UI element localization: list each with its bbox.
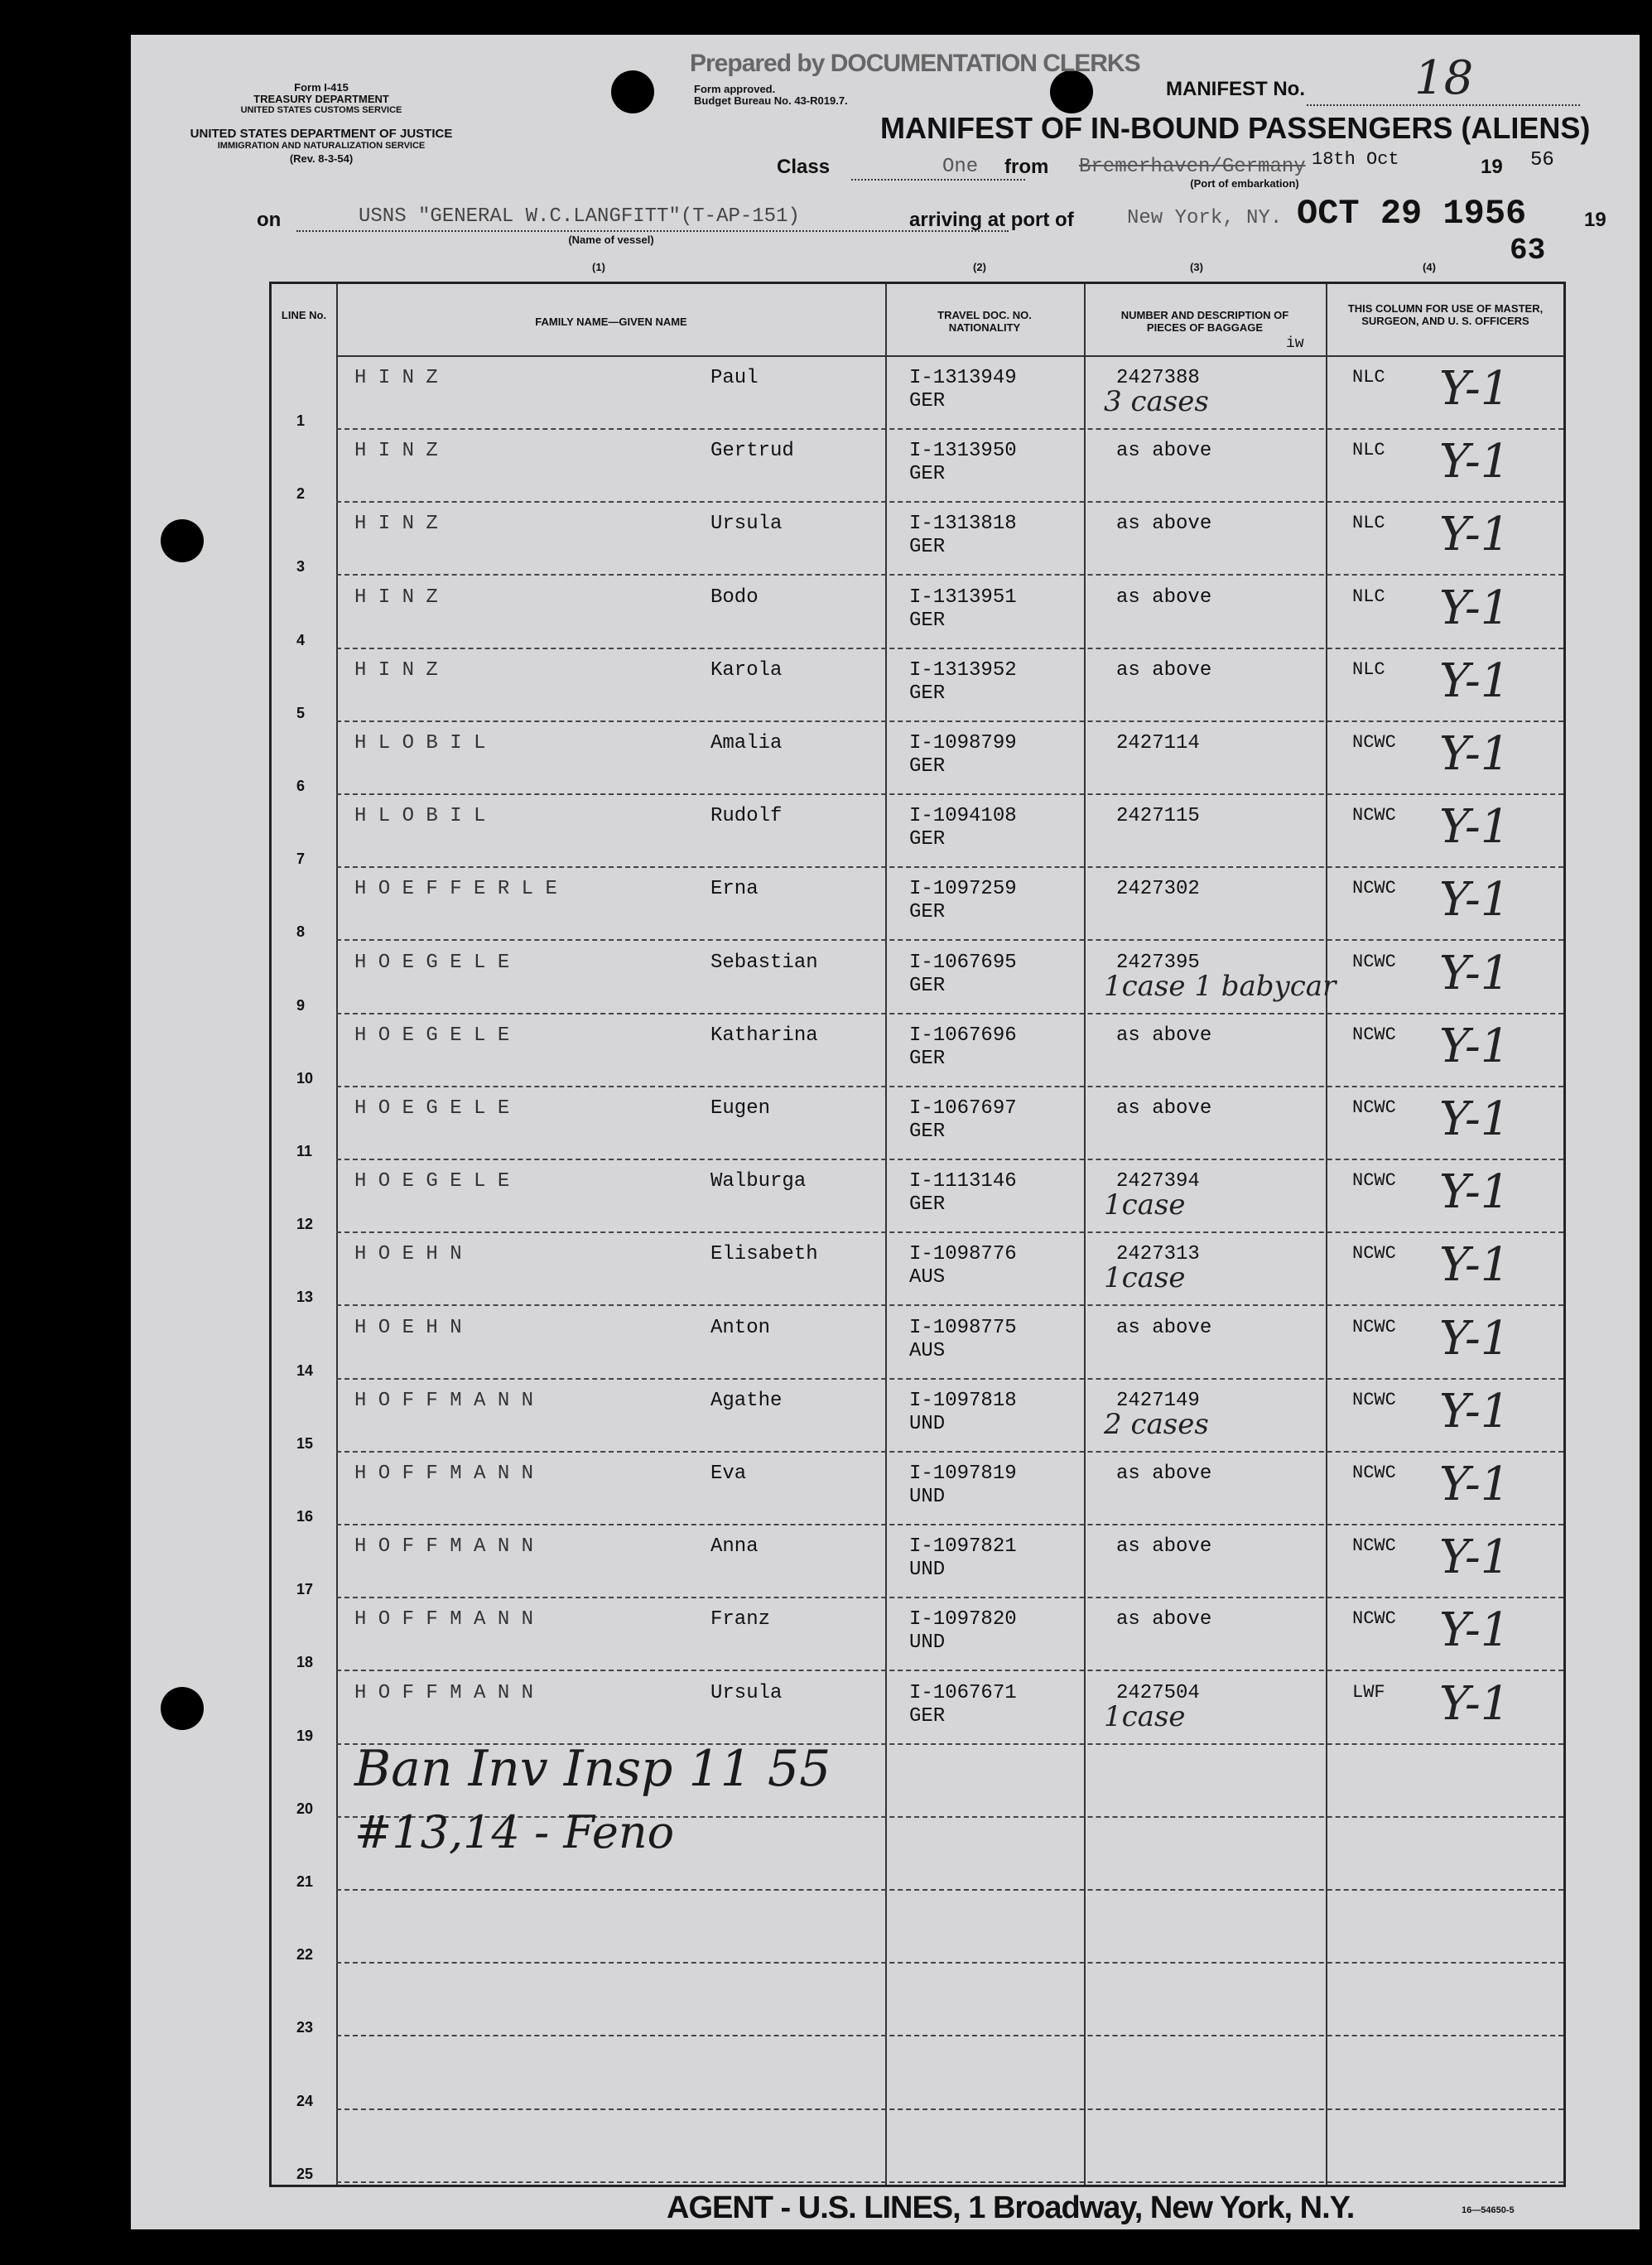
baggage-value: 2427149	[1116, 1389, 1200, 1412]
baggage-value: 2427114	[1116, 732, 1200, 754]
travel-doc-no: I-1097259	[909, 878, 1017, 901]
form-approved: Form approved.	[694, 83, 776, 95]
table-row	[272, 1233, 1563, 1306]
given-name: Katharina	[710, 1024, 818, 1047]
officer-mark: Y-1	[1439, 1384, 1510, 1439]
given-name: Walburga	[710, 1170, 807, 1193]
family-name: H O E G E L E	[354, 951, 510, 974]
travel-doc-no: I-1098776	[909, 1243, 1017, 1266]
budget-bureau: Budget Bureau No. 43-R019.7.	[694, 94, 848, 107]
nationality: GER	[909, 974, 946, 997]
nationality: UND	[909, 1412, 946, 1435]
line-number: 16	[296, 1508, 314, 1525]
baggage-value: as above	[1116, 1316, 1212, 1339]
nationality: GER	[909, 536, 946, 559]
family-name: H O E H N	[354, 1243, 462, 1266]
officer-mark: Y-1	[1439, 1603, 1510, 1658]
baggage-value: 2427302	[1116, 878, 1200, 901]
travel-doc-no: I-1113146	[909, 1170, 1017, 1193]
family-name: H O F F M A N N	[354, 1681, 534, 1704]
line-number: 12	[296, 1216, 314, 1233]
line-number: 10	[296, 1069, 314, 1087]
baggage-value: 2427395	[1116, 951, 1200, 974]
punch-hole-top	[611, 70, 654, 113]
vessel-name: USNS "GENERAL W.C.LANGFITT"(T-AP-151)	[359, 205, 800, 228]
officer-mark: Y-1	[1439, 581, 1510, 635]
manifest-no-underline	[1307, 104, 1580, 106]
given-name: Elisabeth	[710, 1243, 818, 1266]
nationality: UND	[909, 1631, 946, 1655]
baggage-value: 2427394	[1116, 1170, 1200, 1193]
officer-mark: Y-1	[1439, 1165, 1510, 1220]
col-header-name: FAMILY NAME—GIVEN NAME	[535, 316, 687, 328]
travel-doc-no: I-1313951	[909, 586, 1017, 609]
nationality: GER	[909, 901, 946, 924]
officer-mark: Y-1	[1439, 1458, 1510, 1511]
table-row	[272, 868, 1563, 941]
passenger-table	[269, 282, 1566, 2187]
dept-treasury: TREASURY DEPARTMENT	[253, 93, 389, 105]
nationality: GER	[909, 463, 946, 486]
table-row	[272, 942, 1563, 1014]
officer-mark: Y-1	[1439, 1019, 1510, 1073]
line-number: 2	[296, 485, 306, 503]
sponsor-agency: NCWC	[1352, 1097, 1396, 1118]
given-name: Paul	[710, 367, 759, 389]
line-number: 15	[296, 1434, 314, 1452]
family-name: H L O B I L	[354, 732, 486, 754]
table-row	[272, 795, 1563, 868]
dept-justice: UNITED STATES DEPARTMENT OF JUSTICE	[190, 127, 453, 141]
row-rule	[336, 2181, 1563, 2183]
line-number: 6	[296, 778, 306, 794]
given-name: Karola	[710, 658, 783, 682]
travel-doc-no: I-1098799	[909, 732, 1017, 754]
travel-doc-no: I-1067696	[909, 1024, 1017, 1047]
nationality: GER	[909, 682, 946, 705]
given-name: Eugen	[710, 1097, 771, 1120]
travel-doc-no: I-1097819	[909, 1463, 1017, 1485]
travel-doc-no: I-1094108	[909, 805, 1017, 828]
arrival-port: New York, NY.	[1127, 207, 1283, 229]
given-name: Gertrud	[710, 440, 794, 463]
family-name: H O E G E L E	[354, 1170, 510, 1193]
sponsor-agency: NCWC	[1352, 805, 1396, 826]
baggage-value: as above	[1116, 1608, 1212, 1631]
vessel-caption: (Name of vessel)	[568, 234, 654, 246]
family-name: H O F F M A N N	[354, 1389, 534, 1412]
table-row	[272, 722, 1563, 795]
sponsor-agency: NLC	[1352, 367, 1385, 388]
sponsor-agency: NLC	[1352, 586, 1385, 607]
on-label: on	[257, 209, 282, 231]
baggage-value: as above	[1116, 586, 1212, 609]
sheet-number: 63	[1510, 234, 1546, 267]
given-name: Bodo	[710, 586, 759, 609]
travel-doc-no: I-1067671	[909, 1681, 1017, 1704]
line-number: 7	[296, 851, 306, 868]
family-name: H O E G E L E	[354, 1097, 510, 1120]
officer-mark: Y-1	[1439, 1530, 1510, 1585]
handwritten-note: #13,14 - Feno	[354, 1806, 675, 1858]
given-name: Ursula	[710, 1681, 783, 1704]
nationality: AUS	[909, 1339, 946, 1362]
officer-mark: Y-1	[1439, 727, 1510, 781]
table-row	[272, 1525, 1563, 1598]
prepared-by-stamp: Prepared by DOCUMENTATION CLERKS	[690, 50, 1140, 77]
col-header-officers: THIS COLUMN FOR USE OF MASTER, SURGEON, AND U. S. OFFICERS	[1347, 302, 1544, 327]
nationality: UND	[909, 1486, 946, 1508]
year-value: 56	[1530, 149, 1554, 171]
nationality: GER	[909, 1193, 946, 1217]
baggage-value: as above	[1116, 1535, 1212, 1559]
year-prefix: 19	[1481, 156, 1503, 178]
given-name: Amalia	[710, 732, 783, 754]
port-embarkation: Bremerhaven/Germany	[1079, 156, 1306, 178]
officer-mark: Y-1	[1439, 946, 1510, 1000]
sponsor-agency: NCWC	[1352, 1024, 1396, 1045]
baggage-handwritten: 1case	[1104, 1188, 1186, 1222]
arrival-date-stamp: OCT 29 1956	[1297, 194, 1527, 234]
nationality: AUS	[909, 1266, 946, 1289]
given-name: Eva	[710, 1463, 747, 1485]
officer-mark: Y-1	[1439, 1311, 1510, 1366]
handwritten-signature: Ban Inv Insp 11 55	[354, 1740, 831, 1798]
line-number: 3	[296, 558, 306, 576]
nationality: GER	[909, 755, 946, 778]
travel-doc-no: I-1313949	[909, 367, 1017, 389]
table-row	[272, 2037, 1563, 2110]
table-row	[272, 649, 1563, 722]
baggage-value: as above	[1116, 1024, 1212, 1047]
line-number: 22	[296, 1946, 314, 1964]
nationality: GER	[909, 828, 946, 851]
given-name: Anton	[710, 1316, 771, 1339]
family-name: H I N Z	[354, 440, 438, 463]
baggage-value: as above	[1116, 440, 1212, 463]
manifest-title: MANIFEST OF IN-BOUND PASSENGERS (ALIENS)	[880, 111, 1591, 145]
officer-mark: Y-1	[1439, 508, 1510, 562]
arrival-year-prefix: 19	[1584, 209, 1606, 231]
officer-mark: Y-1	[1439, 653, 1510, 708]
punch-hole-left-upper	[161, 519, 204, 562]
sponsor-agency: NCWC	[1352, 1316, 1396, 1337]
sponsor-agency: NCWC	[1352, 732, 1396, 753]
baggage-value: as above	[1116, 1097, 1212, 1120]
travel-doc-no: I-1098775	[909, 1316, 1017, 1339]
travel-doc-no: I-1067695	[909, 951, 1017, 974]
officer-mark: Y-1	[1439, 1676, 1510, 1731]
col-num-2: (2)	[973, 261, 986, 273]
form-id: Form I-415	[294, 81, 349, 94]
baggage-handwritten: 1case	[1104, 1699, 1186, 1733]
travel-doc-no: I-1067697	[909, 1097, 1017, 1120]
sponsor-agency: NLC	[1352, 440, 1385, 461]
nationality: GER	[909, 1120, 946, 1143]
family-name: H L O B I L	[354, 805, 486, 828]
family-name: H O E F F E R L E	[354, 878, 557, 901]
sponsor-agency: NCWC	[1352, 1535, 1396, 1557]
line-number: 21	[296, 1873, 314, 1890]
travel-doc-no: I-1313950	[909, 440, 1017, 463]
sponsor-agency: NCWC	[1352, 1463, 1396, 1483]
agent-footer: AGENT - U.S. LINES, 1 Broadway, New York, N.Y.	[667, 2190, 1355, 2225]
officer-mark: Y-1	[1439, 873, 1510, 928]
from-label: from	[1004, 156, 1049, 178]
print-code: 16—54650-5	[1462, 2205, 1515, 2215]
travel-doc-no: I-1097820	[909, 1608, 1017, 1631]
officer-mark: Y-1	[1439, 1238, 1510, 1293]
travel-doc-no: I-1313952	[909, 658, 1017, 682]
travel-doc-no: I-1097818	[909, 1389, 1017, 1412]
line-number: 19	[296, 1727, 314, 1744]
col-num-1: (1)	[592, 261, 605, 273]
table-row	[272, 1598, 1563, 1671]
table-row	[272, 1087, 1563, 1160]
table-row	[272, 503, 1563, 576]
line-number: 4	[296, 631, 306, 648]
table-row	[272, 1160, 1563, 1233]
sponsor-agency: NCWC	[1352, 1389, 1396, 1410]
line-number: 25	[296, 2165, 314, 2182]
officer-mark: Y-1	[1439, 800, 1510, 855]
line-number: 18	[296, 1654, 314, 1671]
table-row	[272, 1672, 1563, 1745]
table-row	[272, 1891, 1563, 1964]
class-label: Class	[777, 156, 831, 178]
table-row	[272, 1380, 1563, 1453]
baggage-handwritten: 2 cases	[1104, 1407, 1209, 1441]
class-underline	[851, 179, 1025, 181]
nationality: GER	[909, 390, 946, 412]
col-num-4: (4)	[1423, 261, 1436, 273]
port-embarkation-caption: (Port of embarkation)	[1190, 177, 1299, 190]
family-name: H I N Z	[354, 367, 438, 389]
officer-mark: Y-1	[1439, 435, 1510, 489]
given-name: Sebastian	[710, 951, 818, 974]
line-number: 9	[296, 996, 306, 1014]
baggage-value: 2427115	[1116, 805, 1200, 828]
line-number: 23	[296, 2019, 314, 2036]
sponsor-agency: NCWC	[1352, 951, 1396, 972]
baggage-note: iw	[1286, 335, 1304, 352]
table-row	[272, 430, 1563, 503]
line-number: 1	[296, 412, 306, 429]
travel-doc-no: I-1097821	[909, 1535, 1017, 1559]
nationality: GER	[909, 609, 946, 632]
manifest-no-value: 18	[1414, 51, 1474, 105]
table-row	[272, 1964, 1563, 2036]
family-name: H I N Z	[354, 658, 438, 682]
given-name: Agathe	[710, 1389, 783, 1412]
arriving-label: arriving at port of	[909, 209, 1074, 231]
table-row	[272, 576, 1563, 649]
family-name: H I N Z	[354, 586, 438, 609]
family-name: H I N Z	[354, 513, 438, 536]
line-number: 24	[296, 2092, 314, 2109]
given-name: Franz	[710, 1608, 771, 1631]
class-value: One	[942, 156, 979, 178]
baggage-value: as above	[1116, 513, 1212, 536]
table-row	[272, 1453, 1563, 1525]
sponsor-agency: NCWC	[1352, 878, 1396, 899]
manifest-no-label: MANIFEST No.	[1166, 78, 1305, 100]
col-header-line: LINE No.	[281, 309, 327, 321]
nationality: GER	[909, 1047, 946, 1070]
baggage-value: as above	[1116, 658, 1212, 682]
col-header-travel: TRAVEL DOC. NO. NATIONALITY	[937, 309, 1032, 334]
baggage-handwritten: 1case	[1104, 1261, 1186, 1295]
given-name: Rudolf	[710, 805, 783, 828]
baggage-handwritten: 3 cases	[1104, 385, 1209, 418]
sponsor-agency: NLC	[1352, 658, 1385, 680]
sponsor-agency: NCWC	[1352, 1243, 1396, 1265]
table-row	[272, 357, 1563, 430]
line-number: 13	[296, 1289, 314, 1306]
family-name: H O F F M A N N	[354, 1608, 534, 1631]
family-name: H O E G E L E	[354, 1024, 510, 1047]
table-row	[272, 2110, 1563, 2183]
given-name: Erna	[710, 878, 759, 901]
nationality: GER	[909, 1704, 946, 1728]
travel-doc-no: I-1313818	[909, 513, 1017, 536]
baggage-value: 2427504	[1116, 1681, 1200, 1704]
table-row	[272, 1307, 1563, 1380]
form-revision: (Rev. 8-3-54)	[289, 152, 354, 165]
sponsor-agency: NCWC	[1352, 1170, 1396, 1192]
line-number: 11	[296, 1143, 313, 1159]
baggage-handwritten: 1case 1 babycar	[1104, 969, 1337, 1003]
line-number: 17	[296, 1581, 314, 1598]
line-number: 20	[296, 1800, 314, 1817]
punch-hole-left-lower	[161, 1687, 204, 1730]
sponsor-agency: NLC	[1352, 513, 1385, 534]
baggage-value: 2427388	[1116, 367, 1200, 389]
sponsor-agency: NCWC	[1352, 1608, 1396, 1630]
col-header-baggage: NUMBER AND DESCRIPTION OF PIECES OF BAGGAGE	[1120, 309, 1289, 334]
family-name: H O E H N	[354, 1316, 462, 1339]
given-name: Anna	[710, 1535, 759, 1559]
family-name: H O F F M A N N	[354, 1535, 534, 1559]
dept-customs: UNITED STATES CUSTOMS SERVICE	[240, 105, 402, 115]
col-num-3: (3)	[1190, 261, 1203, 273]
departure-date: 18th Oct	[1312, 149, 1399, 170]
line-number: 8	[296, 923, 306, 941]
line-number: 14	[296, 1361, 314, 1379]
baggage-value: as above	[1116, 1463, 1212, 1485]
baggage-value: 2427313	[1116, 1243, 1200, 1266]
vessel-underline	[296, 230, 1009, 232]
sponsor-agency: LWF	[1352, 1681, 1385, 1703]
given-name: Ursula	[710, 513, 783, 536]
officer-mark: Y-1	[1439, 362, 1510, 416]
table-row	[272, 1014, 1563, 1087]
family-name: H O F F M A N N	[354, 1463, 534, 1485]
officer-mark: Y-1	[1439, 1092, 1510, 1146]
dept-ins: IMMIGRATION AND NATURALIZATION SERVICE	[217, 141, 426, 151]
line-number: 5	[296, 704, 306, 721]
nationality: UND	[909, 1559, 946, 1582]
